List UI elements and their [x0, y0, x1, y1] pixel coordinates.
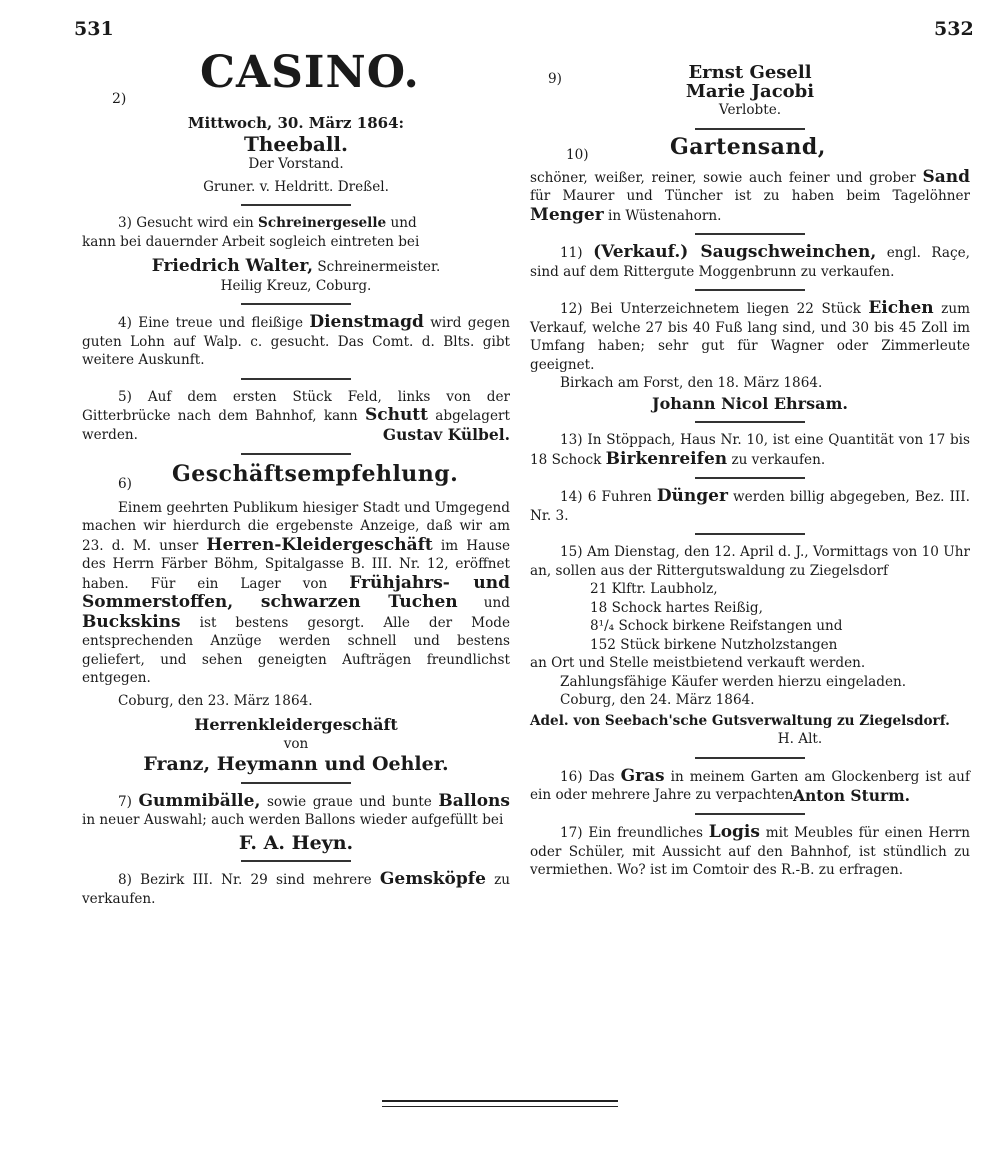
ad-9: [530, 64, 970, 120]
ad-11: [530, 243, 970, 281]
page-number-right: 532: [934, 18, 974, 40]
divider: [241, 378, 351, 380]
ad-bold: Schutt: [364, 405, 429, 425]
ad-text: in neuer Auswahl; auch werden Ballons wieder aufgefüllt bei: [82, 812, 504, 828]
divider: [695, 757, 805, 759]
ad-text: in meinem Garten am Glockenberg ist auf ein oder mehrere Jahre zu verpachten.: [530, 768, 970, 803]
ad-text: engl. Raçe, sind auf dem Rittergute Moggenbrunn zu verkaufen.: [530, 245, 970, 280]
ad-text: Bei Unterzeichnetem liegen 22 Stück: [590, 301, 869, 317]
ad-bold: Eichen: [868, 298, 934, 318]
place: Heilig Kreuz, Coburg.: [220, 277, 372, 294]
right-column: [530, 64, 970, 880]
ad-date: Birkach am Forst, den 18. März 1864.: [560, 375, 823, 391]
ad-text: Am Dienstag, den 12. April d. J., Vormittags von 10 Uhr an, sollen aus der Rittergutswaldung zu Ziegelsdorf: [530, 544, 970, 579]
ad-number: 3): [118, 215, 132, 231]
ad-6: [82, 460, 510, 775]
ad-5: [82, 388, 510, 445]
ad-bold: Ballons: [438, 790, 510, 811]
ad-number: 6): [118, 475, 132, 492]
signature: Johann Nicol Ehrsam.: [652, 393, 848, 413]
divider: [695, 289, 805, 291]
ad-bold: Sand: [922, 166, 970, 187]
divider: [695, 533, 805, 535]
event-date: Mittwoch, 30. März 1864:: [187, 114, 405, 132]
board-label: Der Vorstand.: [248, 156, 344, 172]
ad-16: [530, 767, 970, 806]
ad-heading: Geschäftsempfehlung.: [172, 460, 459, 487]
bottom-rule: [382, 1106, 618, 1107]
list-item: 18 Schock hartes Reißig,: [590, 599, 763, 616]
divider: [695, 421, 805, 423]
ad-bold: Frühjahrs- und Sommerstoffen, schwarzen Tuchen: [82, 572, 510, 612]
ad-text: in Wüstenahorn.: [603, 207, 722, 224]
ad-17: [530, 823, 970, 880]
ad-bold: Buckskins: [82, 611, 181, 632]
ad-number: 8): [118, 872, 132, 888]
ad-bold: (Verkauf.) Saugschweinchen,: [593, 242, 877, 262]
ad-number: 16): [560, 768, 583, 785]
divider: [695, 477, 805, 479]
casino-title: CASINO.: [200, 47, 420, 98]
ad-text: und: [457, 595, 510, 611]
name-bride: Marie Jacobi: [685, 80, 815, 102]
ad-text: In Stöppach, Haus Nr. 10, ist eine Quantität von 17 bis 18 Schock: [530, 432, 970, 468]
ad-text: Zahlungsfähige Käufer werden hierzu eingeladen.: [560, 673, 907, 690]
ad-number: 7): [118, 793, 132, 810]
ad-text: 6 Fuhren: [587, 489, 657, 505]
ad-number: 2): [112, 91, 127, 107]
ad-number: 10): [566, 146, 589, 163]
ad-number: 14): [560, 489, 583, 505]
divider: [695, 813, 805, 815]
signature: H. Alt.: [777, 731, 823, 747]
ad-text: ist bestens gesorgt. Alle der Mode entsprechenden Anzüge werden schnell und bestens geliefert, und sehen geneigten Aufträgen freundlichst entgegen.: [82, 614, 510, 686]
ad-number: 11): [560, 245, 583, 261]
ad-heading: Gartensand,: [670, 133, 826, 160]
firm-name: Franz, Heymann und Oehler.: [143, 753, 449, 775]
ad-8: [82, 870, 510, 908]
divider: [241, 453, 351, 455]
ad-12: [530, 299, 970, 413]
list-item: 21 Klftr. Laubholz,: [590, 581, 718, 597]
ad-bold: Gemsköpfe: [379, 869, 486, 889]
ad-number: 5): [118, 388, 132, 405]
name-groom: Ernst Gesell: [688, 62, 812, 83]
divider: [241, 303, 351, 305]
divider: [695, 128, 805, 130]
ad-text: Eine treue und fleißige: [138, 315, 310, 331]
ad-bold: Gras: [620, 765, 665, 786]
ad-bold: Logis: [708, 822, 760, 842]
event-name: Theeball.: [244, 131, 348, 156]
divider: [241, 782, 351, 784]
ad-text: zum Verkauf, welche 27 bis 40 Fuß lang sind, und 30 bis 45 Zoll im Umfang haben; sehr gut für Wagner oder Zimmerleute geeignet.: [530, 301, 970, 373]
ad-date: Coburg, den 24. März 1864.: [560, 692, 755, 708]
ad-text: sowie graue und bunte: [260, 793, 439, 810]
ad-text: mit Meubles für einen Herrn oder Schüler, mit Aussicht auf den Bahnhof, ist stündlich zu vermiethen. Wo? ist im Comtoir des R.-B. zu erfragen.: [530, 825, 971, 878]
ad-date: Coburg, den 23. März 1864.: [118, 692, 313, 709]
signature: F. A. Heyn.: [238, 831, 354, 854]
ad-text: Auf dem ersten Stück Feld, links von der Gitterbrücke nach dem Bahnhof, kann: [82, 388, 511, 424]
bottom-rule: [382, 1100, 618, 1102]
ad-text: zu verkaufen.: [727, 451, 826, 468]
ad-14: [530, 487, 970, 525]
ad-text: Bezirk III. Nr. 29 sind mehrere: [140, 872, 380, 888]
signature-title: Schreinermeister.: [313, 259, 441, 275]
signature: Gustav Külbel.: [382, 425, 510, 444]
ad-text: an Ort und Stelle meistbietend verkauft werden.: [530, 655, 866, 671]
ad-10: [530, 133, 970, 226]
ad-number: 15): [560, 544, 583, 560]
ad-bold: Menger: [530, 204, 604, 225]
ad-number: 9): [548, 71, 562, 87]
ad-text: kann bei dauernder Arbeit sogleich eintreten bei: [82, 233, 420, 250]
divider: [695, 233, 805, 235]
ad-text: Das: [588, 768, 621, 785]
divider: [241, 204, 351, 206]
ad-bold: Herren-Kleidergeschäft: [206, 534, 433, 555]
ad-number: 13): [560, 432, 583, 448]
firm-label: Herrenkleidergeschäft: [194, 715, 398, 734]
ad-bold: Birkenreifen: [605, 448, 728, 469]
ad-4: [82, 313, 510, 370]
ad-text: Einem geehrten Publikum hiesiger Stadt und Umgegend machen wir hierdurch die ergebenste Anzeige, daß wir am 23. d. M. unser: [82, 499, 510, 554]
wood-list: [530, 580, 970, 654]
signature: Anton Sturm.: [792, 785, 910, 805]
ad-text: werden billig abgegeben, Bez. III. Nr. 3.: [530, 489, 970, 524]
left-column: [82, 47, 511, 908]
org-name: Adel. von Seebach'sche Gutsverwaltung zu Ziegelsdorf.: [530, 712, 950, 729]
firm-von: von: [283, 735, 309, 752]
ad-text: Gesucht wird ein: [136, 215, 259, 231]
ad-text: Ein freundliches: [588, 825, 709, 841]
ad-bold: Dünger: [656, 486, 728, 506]
ad-bold: Gummibälle,: [138, 790, 261, 811]
ad-bold: Dienstmagd: [309, 312, 424, 332]
ad-number: 17): [560, 825, 583, 841]
ad-bold: Schreinergeselle: [258, 215, 387, 231]
ad-casino: [82, 47, 510, 196]
ad-text: im Hause des Herrn Färber Böhm, Spitalgasse B. III. Nr. 12, eröffnet haben. Für ein Lager von: [82, 537, 510, 592]
list-item: 152 Stück birkene Nutzholzstangen: [590, 636, 838, 653]
ad-text: für Maurer und Tüncher ist zu haben beim Tagelöhner: [530, 188, 970, 204]
divider: [241, 860, 351, 862]
ad-number: 12): [560, 301, 583, 317]
ad-text: abgelagert werden.: [82, 408, 510, 443]
engaged-label: Verlobte.: [718, 102, 782, 118]
ad-15: [530, 543, 970, 749]
ad-number: 4): [118, 315, 132, 331]
ad-13: [530, 431, 970, 469]
signature: Friedrich Walter,: [151, 256, 314, 276]
list-item: 8¹/₄ Schock birkene Reifstangen und: [590, 618, 843, 634]
page-number-left: 531: [74, 18, 114, 40]
ad-3: [82, 214, 510, 295]
ad-7: [82, 792, 510, 853]
ad-text: wird gegen guten Lohn auf Walp. c. gesucht. Das Comt. d. Blts. gibt weitere Auskunft.: [82, 315, 510, 368]
board-names: Gruner. v. Heldritt. Dreßel.: [203, 178, 389, 195]
ad-text: und: [386, 215, 417, 231]
ad-text: schöner, weißer, reiner, sowie auch feiner und grober: [530, 169, 923, 186]
ad-text: zu verkaufen.: [82, 872, 510, 907]
